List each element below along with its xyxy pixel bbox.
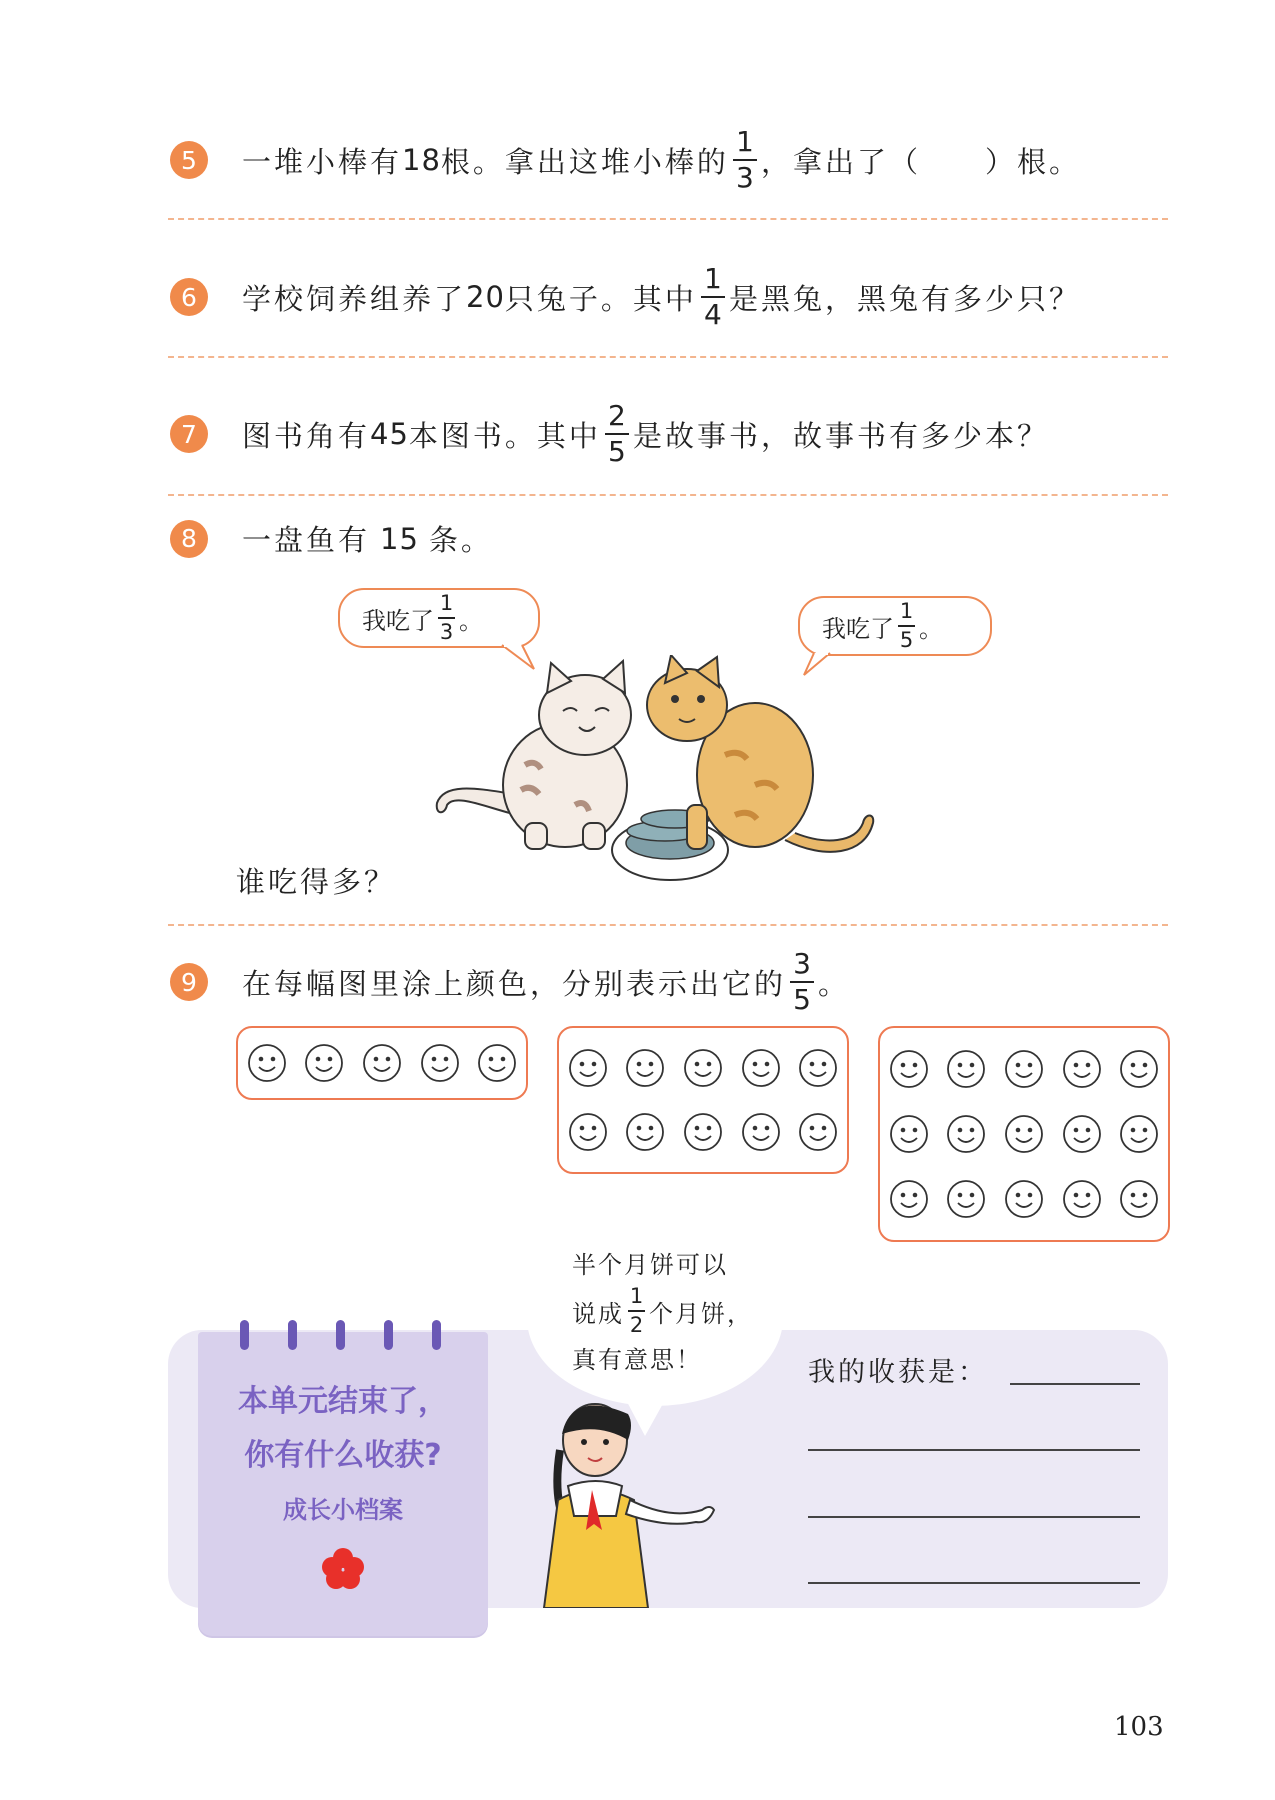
smiley-face-icon[interactable] [1119, 1049, 1159, 1089]
smiley-face-icon[interactable] [1062, 1179, 1102, 1219]
smiley-face-icon[interactable] [477, 1043, 517, 1083]
smiley-face-icon[interactable] [683, 1112, 723, 1152]
q7-count: 45 [370, 417, 409, 451]
q6-count: 20 [466, 280, 505, 314]
q6-fraction: $\frac{1}{4}$ [701, 265, 725, 329]
q6-text-before: 学校饲养组养了 [242, 281, 467, 316]
bubble-left-text: 我吃了 [362, 606, 434, 635]
speech-bubble-left [338, 588, 540, 648]
q7-text-mid: 本图书。其中 [408, 418, 601, 453]
smiley-box-3[interactable] [878, 1026, 1170, 1242]
smiley-face-icon[interactable] [741, 1048, 781, 1088]
speech-bubble-right [798, 596, 992, 656]
smiley-face-icon[interactable] [946, 1114, 986, 1154]
smiley-face-icon[interactable] [889, 1114, 929, 1154]
question-number-5: 5 [170, 141, 208, 179]
growth-record-card [198, 1332, 488, 1636]
q5-fraction: $\frac{1}{3}$ [733, 128, 757, 192]
who-ate-more-text: 谁吃得多？ [236, 865, 397, 899]
smiley-face-icon[interactable] [889, 1049, 929, 1089]
q9-text: 在每幅图里涂上颜色，分别表示出它的 [242, 966, 787, 1001]
binder-ring [336, 1320, 345, 1350]
q6-text-mid: 只兔子。其中 [504, 281, 697, 316]
smiley-face-icon[interactable] [420, 1043, 460, 1083]
question-number-6: 6 [170, 278, 208, 316]
harvest-label: 我的收获是： [808, 1357, 988, 1388]
q5-text-before: 一堆小棒有 [242, 144, 403, 179]
q8-count: 15 [380, 521, 419, 556]
smiley-face-icon[interactable] [1004, 1114, 1044, 1154]
smiley-face-icon[interactable] [362, 1043, 402, 1083]
smiley-face-icon[interactable] [568, 1112, 608, 1152]
smiley-face-icon[interactable] [625, 1048, 665, 1088]
binder-ring [288, 1320, 297, 1350]
smiley-face-icon[interactable] [1004, 1049, 1044, 1089]
girl-bubble-line-2a: 说成 [572, 1299, 624, 1328]
girl-illustration [540, 1390, 720, 1608]
card-title-line-2: 你有什么收获? [244, 1438, 442, 1473]
q7-fraction: $\frac{2}{5}$ [605, 402, 629, 466]
smiley-box-2[interactable] [557, 1026, 849, 1174]
smiley-row [559, 1048, 847, 1088]
smiley-row [880, 1049, 1168, 1089]
q7-text-before: 图书角有 [242, 418, 371, 453]
smiley-face-icon[interactable] [568, 1048, 608, 1088]
flower-icon [320, 1546, 366, 1592]
smiley-row [238, 1043, 526, 1083]
girl-bubble-line-1: 半个月饼可以 [572, 1251, 728, 1279]
question-9 [170, 947, 851, 1016]
smiley-face-icon[interactable] [1062, 1114, 1102, 1154]
bubble-left-fraction: $\frac{1}{3}$ [439, 591, 454, 644]
bubble-left-end: 。 [459, 606, 483, 635]
q7-text-after: 是故事书，故事书有多少本？ [632, 418, 1049, 453]
smiley-face-icon[interactable] [946, 1179, 986, 1219]
girl-bubble-line-3: 真有意思！ [572, 1346, 702, 1374]
divider [168, 356, 1168, 358]
divider [168, 924, 1168, 926]
smiley-face-icon[interactable] [889, 1179, 929, 1219]
q5-text-after: ，拿出了（ ）根。 [760, 144, 1081, 179]
girl-bubble-line-2 [572, 1286, 753, 1336]
question-5 [170, 125, 1081, 194]
cats-eating-fish-illustration [425, 655, 905, 895]
answer-line[interactable] [808, 1516, 1140, 1518]
girl-bubble-line-2b: 个月饼， [649, 1299, 753, 1328]
answer-line[interactable] [1010, 1383, 1140, 1385]
q5-count: 18 [402, 143, 441, 177]
question-8 [170, 518, 493, 559]
binder-ring [432, 1320, 441, 1350]
divider [168, 218, 1168, 220]
question-number-8: 8 [170, 520, 208, 558]
q9-end: 。 [818, 966, 851, 1001]
q9-fraction: $\frac{3}{5}$ [790, 950, 814, 1014]
smiley-face-icon[interactable] [304, 1043, 344, 1083]
answer-line[interactable] [808, 1449, 1140, 1451]
smiley-face-icon[interactable] [1062, 1049, 1102, 1089]
smiley-face-icon[interactable] [946, 1049, 986, 1089]
bubble-right-end: 。 [919, 614, 943, 643]
card-title-line-1: 本单元结束了， [238, 1384, 448, 1419]
smiley-face-icon[interactable] [1119, 1179, 1159, 1219]
question-6 [170, 262, 1081, 331]
binder-ring [384, 1320, 393, 1350]
q8-text-after: 条。 [428, 523, 493, 557]
smiley-face-icon[interactable] [625, 1112, 665, 1152]
smiley-face-icon[interactable] [1119, 1114, 1159, 1154]
q5-text-mid: 根。拿出这堆小棒的 [440, 144, 729, 179]
smiley-face-icon[interactable] [798, 1048, 838, 1088]
question-number-9: 9 [170, 963, 208, 1001]
page-number: 103 [1114, 1712, 1164, 1742]
smiley-face-icon[interactable] [798, 1112, 838, 1152]
smiley-face-icon[interactable] [1004, 1179, 1044, 1219]
smiley-face-icon[interactable] [247, 1043, 287, 1083]
smiley-row [559, 1112, 847, 1152]
bubble-right-fraction: $\frac{1}{5}$ [899, 599, 914, 652]
smiley-row [880, 1179, 1168, 1219]
smiley-face-icon[interactable] [683, 1048, 723, 1088]
girl-bubble-fraction: $\frac{1}{2}$ [629, 1284, 644, 1337]
q6-text-after: 是黑兔，黑兔有多少只？ [728, 281, 1081, 316]
q8-text-before: 一盘鱼有 [242, 523, 371, 557]
binder-ring [240, 1320, 249, 1350]
question-number-7: 7 [170, 415, 208, 453]
smiley-face-icon[interactable] [741, 1112, 781, 1152]
smiley-box-1[interactable] [236, 1026, 528, 1100]
smiley-row [880, 1114, 1168, 1154]
question-7 [170, 399, 1049, 468]
divider [168, 494, 1168, 496]
answer-line[interactable] [808, 1582, 1140, 1584]
q8-question [236, 860, 396, 901]
card-subtitle: 成长小档案 [283, 1496, 403, 1524]
bubble-right-text: 我吃了 [822, 614, 894, 643]
